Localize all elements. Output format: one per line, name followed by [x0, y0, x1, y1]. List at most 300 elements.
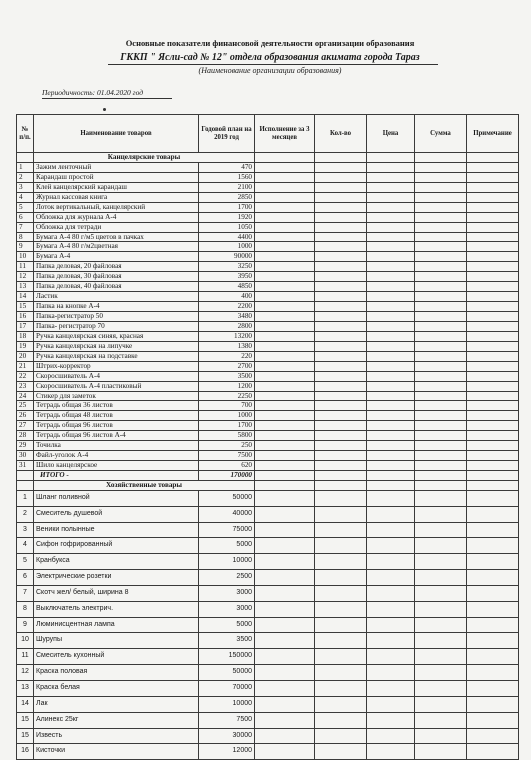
row-number: 3 — [17, 522, 34, 538]
annual-plan-value: 2100 — [199, 182, 255, 192]
item-name: Файл-уголок А-4 — [34, 451, 199, 461]
price-cell — [367, 232, 415, 242]
note-cell — [467, 302, 519, 312]
price-cell — [367, 570, 415, 586]
price-cell — [367, 202, 415, 212]
note-cell — [467, 461, 519, 471]
organization-name: ГККП " Ясли-сад № 12" отдела образования акимата города Тараз — [120, 52, 420, 63]
sum-cell — [415, 490, 467, 506]
item-name: Кранбукса — [34, 554, 199, 570]
row-number: 20 — [17, 351, 34, 361]
annual-plan-value: 3500 — [199, 371, 255, 381]
table-row — [17, 212, 519, 222]
annual-plan-value: 1700 — [199, 202, 255, 212]
row-number: 26 — [17, 411, 34, 421]
row-number: 10 — [17, 633, 34, 649]
price-cell — [367, 490, 415, 506]
empty-cell — [17, 480, 34, 490]
price-cell — [367, 162, 415, 172]
annual-plan-value: 50000 — [199, 665, 255, 681]
sum-cell — [415, 601, 467, 617]
row-number: 1 — [17, 162, 34, 172]
table-row — [17, 728, 519, 744]
note-cell — [467, 272, 519, 282]
sum-cell — [415, 665, 467, 681]
quantity-cell — [315, 585, 367, 601]
quantity-cell — [315, 361, 367, 371]
execution-cell — [255, 391, 315, 401]
row-number: 11 — [17, 262, 34, 272]
item-name: Скоросшиватель А-4 пластиковый — [34, 381, 199, 391]
col-plan-header: Годовой план на 2019 год — [199, 115, 255, 153]
item-name: Бумага А-4 80 г/м2цветная — [34, 242, 199, 252]
quantity-cell — [315, 411, 367, 421]
quantity-cell — [315, 331, 367, 341]
row-number: 8 — [17, 232, 34, 242]
row-number: 25 — [17, 401, 34, 411]
price-cell — [367, 312, 415, 322]
sum-cell — [415, 391, 467, 401]
execution-cell — [255, 192, 315, 202]
empty-cell — [467, 471, 519, 481]
annual-plan-value: 3250 — [199, 262, 255, 272]
item-name: Журнал кассовая книга — [34, 192, 199, 202]
item-name: Ручка канцелярская на липучке — [34, 341, 199, 351]
table-row — [17, 182, 519, 192]
execution-cell — [255, 162, 315, 172]
row-number: 8 — [17, 601, 34, 617]
price-cell — [367, 421, 415, 431]
note-cell — [467, 212, 519, 222]
price-cell — [367, 252, 415, 262]
row-number: 6 — [17, 212, 34, 222]
table-row — [17, 451, 519, 461]
price-cell — [367, 282, 415, 292]
item-name: Ручка канцелярская синяя, красная — [34, 331, 199, 341]
note-cell — [467, 570, 519, 586]
item-name: Скоросшиватель А-4 — [34, 371, 199, 381]
price-cell — [367, 272, 415, 282]
table-row — [17, 262, 519, 272]
row-number: 5 — [17, 554, 34, 570]
quantity-cell — [315, 321, 367, 331]
execution-cell — [255, 381, 315, 391]
item-name: Папка на кнопке А-4 — [34, 302, 199, 312]
table-row — [17, 585, 519, 601]
annual-plan-value: 2200 — [199, 302, 255, 312]
sum-cell — [415, 411, 467, 421]
note-cell — [467, 252, 519, 262]
execution-cell — [255, 570, 315, 586]
annual-plan-value: 400 — [199, 292, 255, 302]
item-name: Ручка канцелярская на подставке — [34, 351, 199, 361]
price-cell — [367, 182, 415, 192]
sum-cell — [415, 633, 467, 649]
execution-cell — [255, 252, 315, 262]
price-cell — [367, 371, 415, 381]
note-cell — [467, 665, 519, 681]
note-cell — [467, 222, 519, 232]
row-number: 16 — [17, 312, 34, 322]
sum-cell — [415, 222, 467, 232]
row-number: 2 — [17, 506, 34, 522]
price-cell — [367, 431, 415, 441]
quantity-cell — [315, 522, 367, 538]
sum-cell — [415, 262, 467, 272]
note-cell — [467, 202, 519, 212]
note-cell — [467, 696, 519, 712]
row-number: 15 — [17, 728, 34, 744]
execution-cell — [255, 212, 315, 222]
note-cell — [467, 371, 519, 381]
note-cell — [467, 321, 519, 331]
item-name: Сифон гофрированный — [34, 538, 199, 554]
item-name: Тетрадь общая 36 листов — [34, 401, 199, 411]
item-name: Зажим ленточный — [34, 162, 199, 172]
execution-cell — [255, 202, 315, 212]
annual-plan-value: 75000 — [199, 522, 255, 538]
execution-cell — [255, 272, 315, 282]
table-row — [17, 401, 519, 411]
price-cell — [367, 331, 415, 341]
empty-cell — [255, 480, 315, 490]
item-name: Смеситель кухонный — [34, 649, 199, 665]
row-number: 11 — [17, 649, 34, 665]
row-number: 15 — [17, 302, 34, 312]
price-cell — [367, 649, 415, 665]
row-number: 22 — [17, 371, 34, 381]
sum-cell — [415, 461, 467, 471]
item-name: Штрих-корректор — [34, 361, 199, 371]
annual-plan-value: 13200 — [199, 331, 255, 341]
note-cell — [467, 331, 519, 341]
table-row — [17, 232, 519, 242]
price-cell — [367, 222, 415, 232]
item-name: Выключатель электрич. — [34, 601, 199, 617]
execution-cell — [255, 506, 315, 522]
row-number: 3 — [17, 182, 34, 192]
annual-plan-value: 1050 — [199, 222, 255, 232]
table-row — [17, 441, 519, 451]
price-cell — [367, 617, 415, 633]
sum-cell — [415, 212, 467, 222]
note-cell — [467, 441, 519, 451]
note-cell — [467, 242, 519, 252]
annual-plan-value: 4850 — [199, 282, 255, 292]
quantity-cell — [315, 242, 367, 252]
table-row — [17, 744, 519, 760]
price-cell — [367, 341, 415, 351]
price-cell — [367, 292, 415, 302]
execution-cell — [255, 242, 315, 252]
sum-cell — [415, 162, 467, 172]
item-name: Бумага А-4 — [34, 252, 199, 262]
execution-cell — [255, 451, 315, 461]
annual-plan-value: 1700 — [199, 421, 255, 431]
annual-plan-value: 150000 — [199, 649, 255, 665]
execution-cell — [255, 696, 315, 712]
row-number: 31 — [17, 461, 34, 471]
price-cell — [367, 696, 415, 712]
empty-cell — [315, 480, 367, 490]
price-cell — [367, 712, 415, 728]
item-name: Краска половая — [34, 665, 199, 681]
sum-cell — [415, 431, 467, 441]
execution-cell — [255, 649, 315, 665]
sum-cell — [415, 570, 467, 586]
table-row — [17, 570, 519, 586]
row-number: 29 — [17, 441, 34, 451]
quantity-cell — [315, 633, 367, 649]
table-row — [17, 351, 519, 361]
note-cell — [467, 182, 519, 192]
row-number: 7 — [17, 222, 34, 232]
table-row — [17, 601, 519, 617]
quantity-cell — [315, 212, 367, 222]
table-row — [17, 361, 519, 371]
sum-cell — [415, 585, 467, 601]
table-row — [17, 292, 519, 302]
execution-cell — [255, 538, 315, 554]
quantity-cell — [315, 712, 367, 728]
row-number: 19 — [17, 341, 34, 351]
price-cell — [367, 538, 415, 554]
quantity-cell — [315, 421, 367, 431]
note-cell — [467, 312, 519, 322]
annual-plan-value: 30000 — [199, 728, 255, 744]
quantity-cell — [315, 554, 367, 570]
annual-plan-value: 1000 — [199, 242, 255, 252]
row-number: 28 — [17, 431, 34, 441]
periodicity: Периодичность: 01.04.2020 год — [42, 88, 144, 97]
empty-cell — [415, 153, 467, 163]
quantity-cell — [315, 728, 367, 744]
annual-plan-value: 2250 — [199, 391, 255, 401]
col-name-header: Наименование товаров — [34, 115, 199, 153]
price-cell — [367, 728, 415, 744]
note-cell — [467, 172, 519, 182]
quantity-cell — [315, 192, 367, 202]
annual-plan-value: 700 — [199, 401, 255, 411]
quantity-cell — [315, 441, 367, 451]
note-cell — [467, 411, 519, 421]
empty-cell — [367, 480, 415, 490]
sum-cell — [415, 341, 467, 351]
price-cell — [367, 212, 415, 222]
annual-plan-value: 10000 — [199, 696, 255, 712]
sum-cell — [415, 242, 467, 252]
periodicity-underline — [42, 98, 172, 99]
row-number: 12 — [17, 665, 34, 681]
item-name: Папка деловая, 40 файловая — [34, 282, 199, 292]
empty-cell — [17, 153, 34, 163]
annual-plan-value: 3000 — [199, 601, 255, 617]
price-cell — [367, 585, 415, 601]
row-number: 15 — [17, 712, 34, 728]
empty-cell — [315, 471, 367, 481]
quantity-cell — [315, 272, 367, 282]
note-cell — [467, 728, 519, 744]
price-cell — [367, 401, 415, 411]
annual-plan-value: 70000 — [199, 681, 255, 697]
sum-cell — [415, 232, 467, 242]
execution-cell — [255, 321, 315, 331]
sum-cell — [415, 451, 467, 461]
quantity-cell — [315, 696, 367, 712]
table-row — [17, 681, 519, 697]
empty-cell — [255, 471, 315, 481]
execution-cell — [255, 681, 315, 697]
execution-cell — [255, 282, 315, 292]
price-cell — [367, 361, 415, 371]
table-row — [17, 222, 519, 232]
item-name: Папка- регистратор 70 — [34, 321, 199, 331]
sum-cell — [415, 381, 467, 391]
note-cell — [467, 341, 519, 351]
execution-cell — [255, 461, 315, 471]
item-name: Веники полынные — [34, 522, 199, 538]
note-cell — [467, 649, 519, 665]
section-title: Канцелярские товары — [34, 153, 255, 163]
item-name: Лоток вертикальный, канцелярский — [34, 202, 199, 212]
price-cell — [367, 633, 415, 649]
execution-cell — [255, 633, 315, 649]
row-number: 23 — [17, 381, 34, 391]
annual-plan-value: 3000 — [199, 585, 255, 601]
note-cell — [467, 554, 519, 570]
execution-cell — [255, 351, 315, 361]
item-name: Шурупы — [34, 633, 199, 649]
item-name: Тетрадь общая 48 листов — [34, 411, 199, 421]
table-row — [17, 712, 519, 728]
table-row — [17, 192, 519, 202]
note-cell — [467, 522, 519, 538]
table-body — [17, 153, 519, 760]
price-cell — [367, 381, 415, 391]
execution-cell — [255, 490, 315, 506]
annual-plan-value: 5800 — [199, 431, 255, 441]
item-name: Обложка для журнала А-4 — [34, 212, 199, 222]
table-row — [17, 162, 519, 172]
execution-cell — [255, 441, 315, 451]
note-cell — [467, 451, 519, 461]
sum-cell — [415, 522, 467, 538]
organization-underline — [108, 64, 438, 65]
execution-cell — [255, 411, 315, 421]
price-cell — [367, 351, 415, 361]
quantity-cell — [315, 431, 367, 441]
col-note-header: Примечание — [467, 115, 519, 153]
note-cell — [467, 232, 519, 242]
item-name: Шило канцелярское — [34, 461, 199, 471]
price-cell — [367, 242, 415, 252]
execution-cell — [255, 312, 315, 322]
col-exec-header: Исполнение за 3 месяцев — [255, 115, 315, 153]
quantity-cell — [315, 617, 367, 633]
annual-plan-value: 3500 — [199, 633, 255, 649]
sum-cell — [415, 292, 467, 302]
note-cell — [467, 490, 519, 506]
note-cell — [467, 162, 519, 172]
row-number: 16 — [17, 744, 34, 760]
item-name: Обложка для тетради — [34, 222, 199, 232]
item-name: Папка-регистратор 50 — [34, 312, 199, 322]
row-number: 2 — [17, 172, 34, 182]
total-row — [17, 471, 519, 481]
empty-cell — [367, 153, 415, 163]
table-row — [17, 391, 519, 401]
row-number: 30 — [17, 451, 34, 461]
item-name: Краска белая — [34, 681, 199, 697]
sum-cell — [415, 681, 467, 697]
note-cell — [467, 262, 519, 272]
row-number: 5 — [17, 202, 34, 212]
sum-cell — [415, 538, 467, 554]
section-title: Хозяйственные товары — [34, 480, 255, 490]
item-name: Лак — [34, 696, 199, 712]
section-stationery — [17, 153, 519, 163]
quantity-cell — [315, 681, 367, 697]
item-name: Тетрадь общая 96 листов А-4 — [34, 431, 199, 441]
price-cell — [367, 665, 415, 681]
price-cell — [367, 601, 415, 617]
price-cell — [367, 681, 415, 697]
annual-plan-value: 470 — [199, 162, 255, 172]
item-name: Стикер для заметок — [34, 391, 199, 401]
sum-cell — [415, 302, 467, 312]
note-cell — [467, 585, 519, 601]
note-cell — [467, 292, 519, 302]
annual-plan-value: 4400 — [199, 232, 255, 242]
item-name: Папка деловая, 30 файловая — [34, 272, 199, 282]
quantity-cell — [315, 649, 367, 665]
quantity-cell — [315, 222, 367, 232]
row-number: 7 — [17, 585, 34, 601]
sum-cell — [415, 351, 467, 361]
price-cell — [367, 451, 415, 461]
table-row — [17, 242, 519, 252]
row-number: 17 — [17, 321, 34, 331]
price-cell — [367, 744, 415, 760]
note-cell — [467, 401, 519, 411]
execution-cell — [255, 585, 315, 601]
table-row — [17, 522, 519, 538]
annual-plan-value: 2800 — [199, 321, 255, 331]
empty-cell — [315, 153, 367, 163]
quantity-cell — [315, 601, 367, 617]
table-row — [17, 617, 519, 633]
item-name: Электрические розетки — [34, 570, 199, 586]
table-row — [17, 490, 519, 506]
annual-plan-value: 5000 — [199, 538, 255, 554]
price-cell — [367, 321, 415, 331]
price-cell — [367, 522, 415, 538]
quantity-cell — [315, 292, 367, 302]
sum-cell — [415, 728, 467, 744]
sum-cell — [415, 192, 467, 202]
col-num-header: № п/п. — [17, 115, 34, 153]
execution-cell — [255, 361, 315, 371]
annual-plan-value: 7500 — [199, 451, 255, 461]
item-name: Карандаш простой — [34, 172, 199, 182]
sum-cell — [415, 649, 467, 665]
row-number: 13 — [17, 681, 34, 697]
note-cell — [467, 361, 519, 371]
quantity-cell — [315, 202, 367, 212]
sum-cell — [415, 401, 467, 411]
item-name: Известь — [34, 728, 199, 744]
row-number: 6 — [17, 570, 34, 586]
